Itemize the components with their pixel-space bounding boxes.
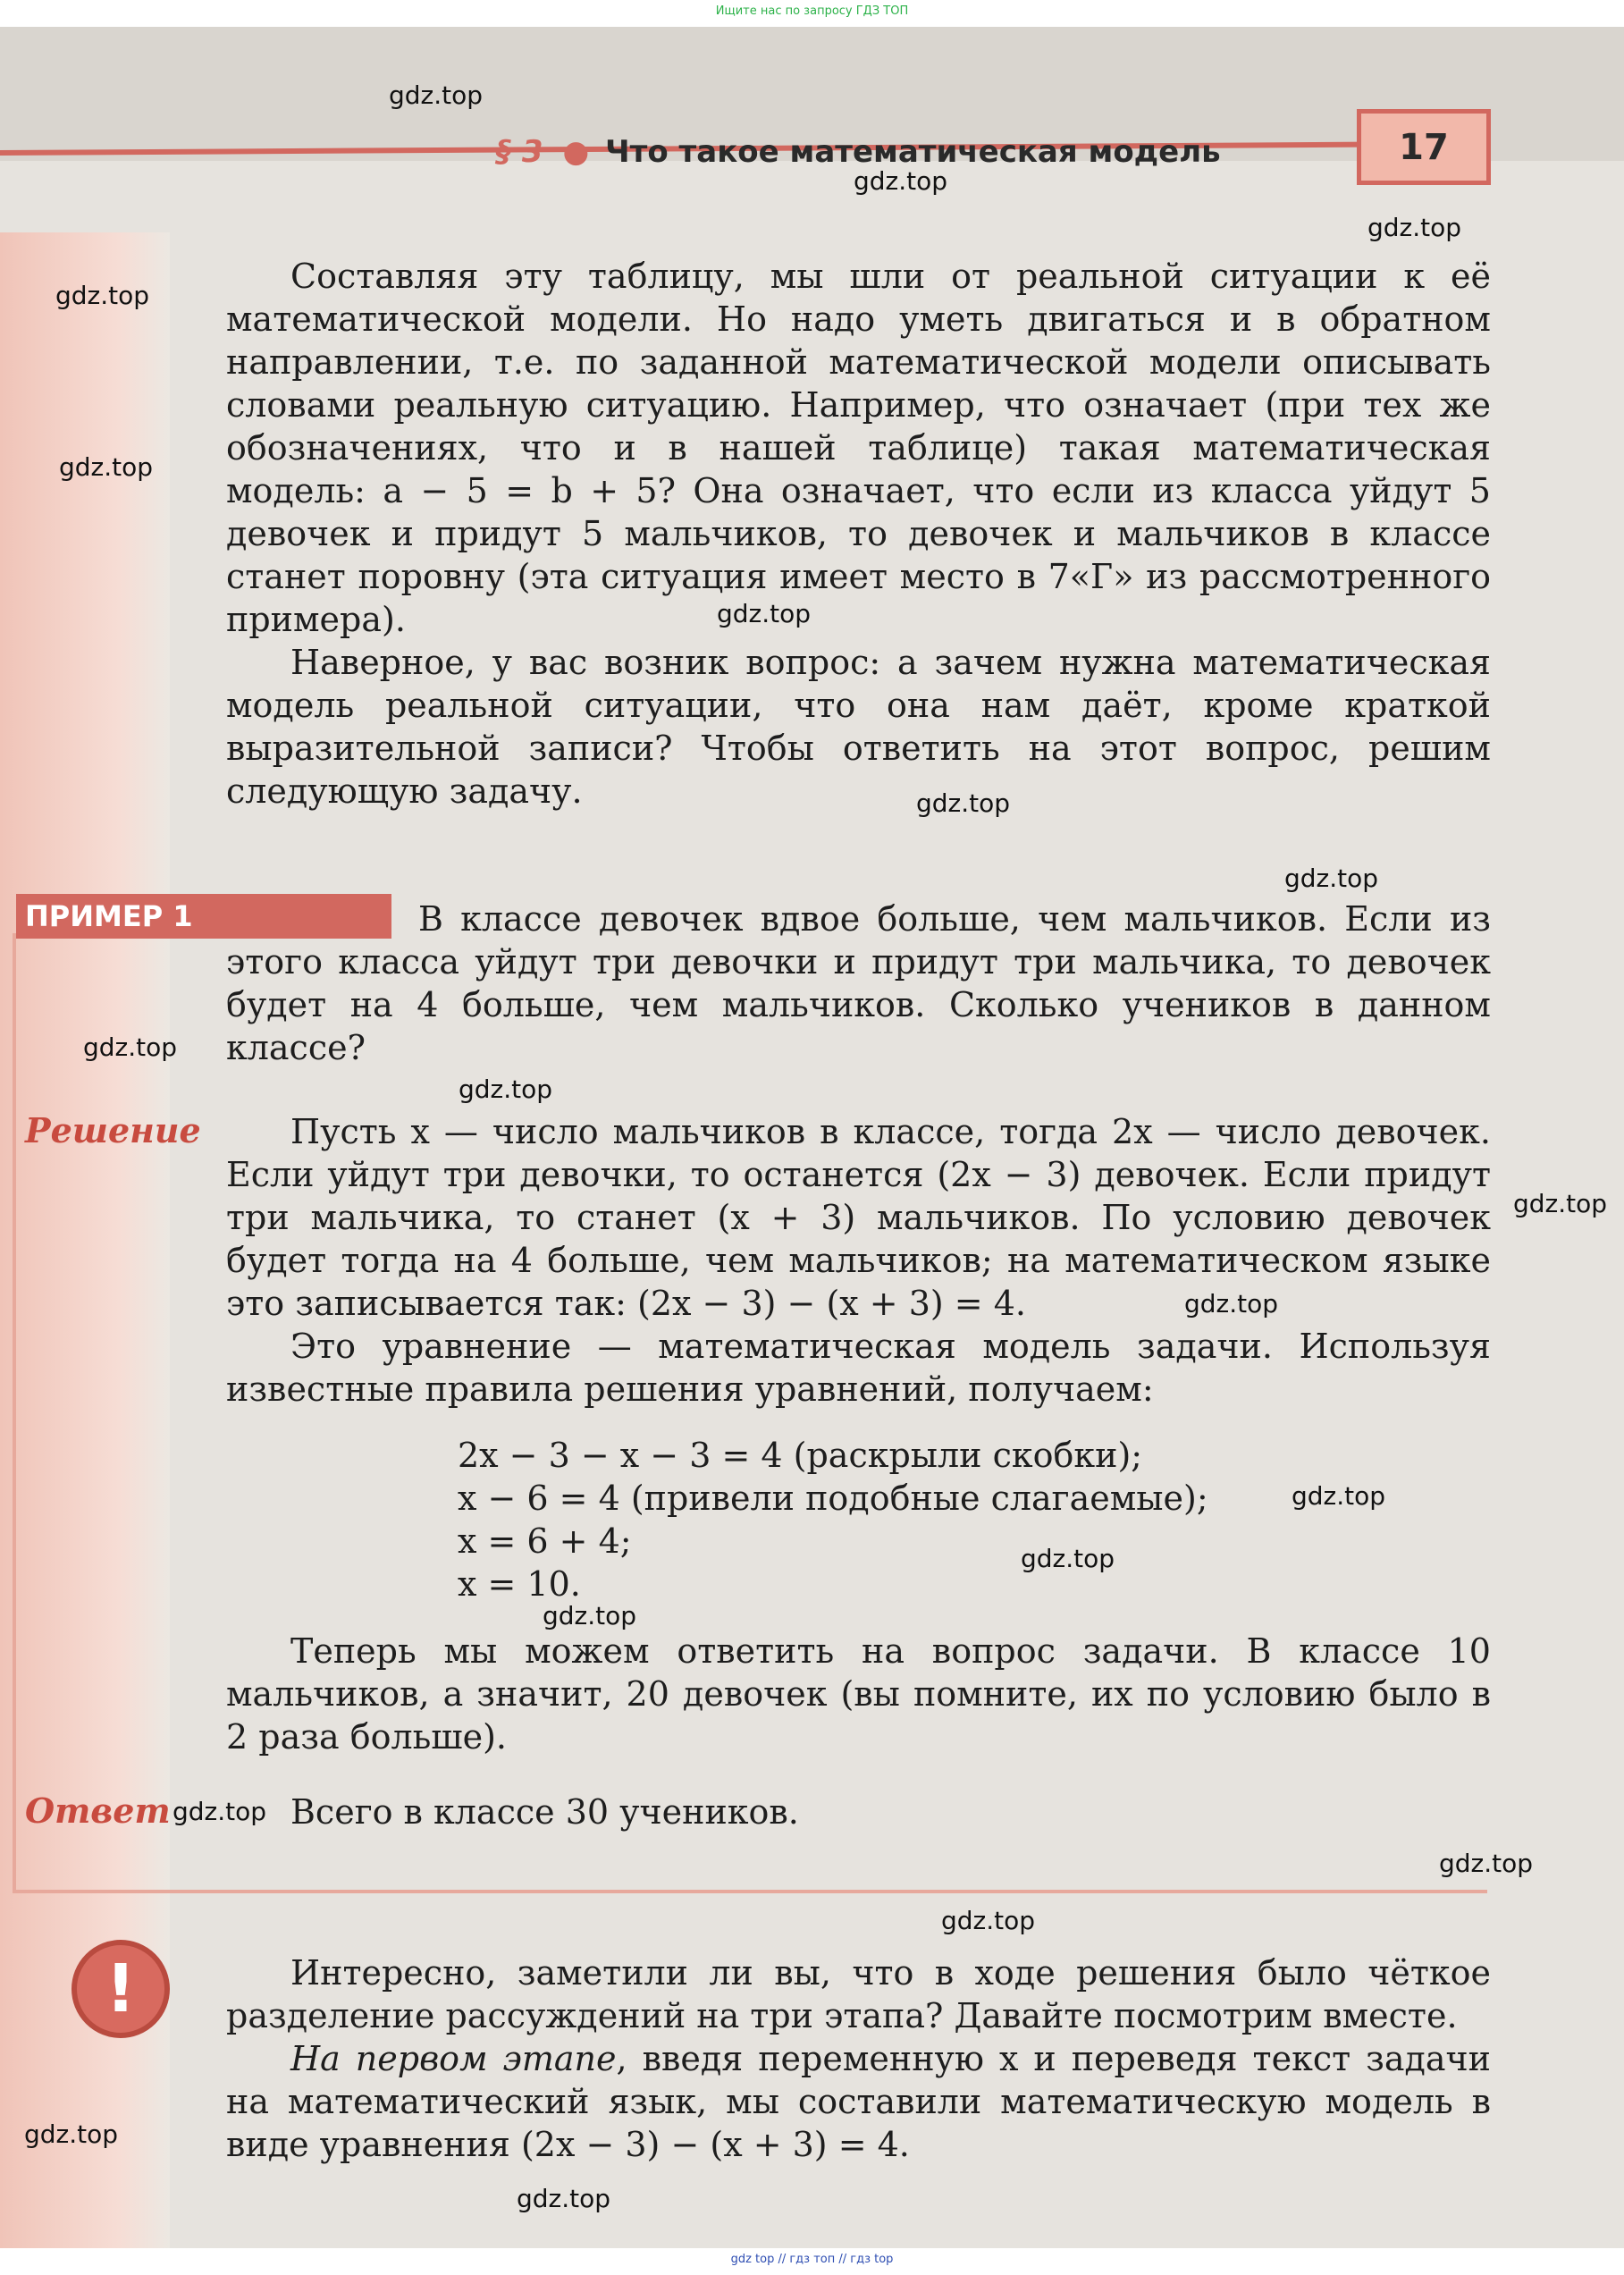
watermark: gdz.top <box>1021 1544 1115 1573</box>
equation-3: x = 6 + 4; <box>458 1521 632 1561</box>
watermark: gdz.top <box>83 1032 178 1062</box>
section-header <box>496 134 1221 170</box>
watermark: gdz.top <box>1439 1849 1534 1878</box>
answer-text: Всего в классе 30 учеников. <box>290 1792 799 1832</box>
top-search-note: Ищите нас по запросу ГДЗ ТОП <box>715 4 909 18</box>
watermark: gdz.top <box>941 1906 1036 1935</box>
watermark: gdz.top <box>1184 1289 1279 1319</box>
equation-1: 2x − 3 − x − 3 = 4 (раскрыли скобки); <box>458 1436 1143 1475</box>
section-title: Что такое математическая модель <box>605 134 1221 170</box>
watermark: gdz.top <box>717 599 812 628</box>
watermark: gdz.top <box>1292 1481 1386 1511</box>
section-number: § 3 <box>496 134 543 170</box>
watermark: gdz.top <box>59 452 154 482</box>
watermark: gdz.top <box>854 166 948 196</box>
answer-label: Ответ <box>25 1791 171 1831</box>
watermark: gdz.top <box>1284 864 1379 893</box>
conclusion-text: Теперь мы можем ответить на вопрос задачи. В классе 10 мальчиков, а значит, 20 девочек (вы помните, их по условию было в 2 раза больше). <box>226 1631 1491 1757</box>
paragraph-2: Наверное, у вас возник вопрос: а зачем нужна математическая модель реальной ситуации, что она нам даёт, кроме краткой выразительной записи? Чтобы ответить на этот вопрос, решим следующую задачу. <box>226 643 1491 811</box>
paragraph-1: Составляя эту таблицу, мы шли от реальной ситуации к её математической модели. Но надо уметь двигаться и в обратном направлении, т.е. по заданной математической модели описывать словами реальную ситуацию. Например, что означает (при тех же обозначениях, что и в нашей таблице) такая математическая модель: a − 5 = b + 5? Она означает, что если из класса уйдут 5 девочек и придут 5 мальчиков, то девочек и мальчиков в классе станет поровну (эта ситуация имеет место в 7«Г» из рассмотренного примера). <box>226 257 1491 639</box>
watermark: gdz.top <box>1513 1189 1608 1218</box>
exclamation-icon: ! <box>72 1940 170 2038</box>
watermark: gdz.top <box>172 1797 267 1826</box>
page-number: 17 <box>1357 109 1491 185</box>
note-paragraph-1: Интересно, заметили ли вы, что в ходе решения было чёткое разделение рассуждений на три этапа? Давайте посмотрим вместе. <box>226 1953 1491 2035</box>
bottom-note: gdz top // гдз топ // гдз top <box>730 2253 894 2266</box>
watermark: gdz.top <box>389 80 484 110</box>
watermark: gdz.top <box>916 788 1011 818</box>
example-problem: В классе девочек вдвое больше, чем мальчиков. Если из этого класса уйдут три девочки и придут три мальчика, то девочек будет на 4 больше, чем мальчиков. Сколько учеников в данном классе? <box>226 899 1491 1067</box>
note-paragraph-2: На первом этапе, введя переменную x и переведя текст задачи на математический язык, мы составили математическую модель в виде уравнения (2x − 3) − (x + 3) = 4. <box>226 2039 1491 2164</box>
watermark: gdz.top <box>459 1074 553 1104</box>
watermark: gdz.top <box>55 281 150 310</box>
stage-emphasis: На первом этапе <box>290 2039 617 2078</box>
watermark: gdz.top <box>543 1601 637 1630</box>
watermark: gdz.top <box>24 2119 119 2149</box>
solution-text: Пусть x — число мальчиков в классе, тогда 2x — число девочек. Если уйдут три девочки, то останется (2x − 3) девочек. Если придут три мальчика, то станет (x + 3) мальчиков. По условию девочек будет тогда на 4 больше, чем мальчиков; на математическом языке это записывается так: (2x − 3) − (x + 3) = 4. <box>226 1112 1491 1323</box>
bullet-icon: ● <box>562 134 590 170</box>
example-tag: ПРИМЕР 1 <box>16 894 391 939</box>
solution-label: Решение <box>25 1110 201 1150</box>
watermark: gdz.top <box>517 2184 611 2213</box>
watermark: gdz.top <box>1367 213 1462 242</box>
equation-2: x − 6 = 4 (привели подобные слагаемые); <box>458 1479 1208 1518</box>
equation-4: x = 10. <box>458 1564 581 1604</box>
model-text: Это уравнение — математическая модель задачи. Используя известные правила решения уравнений, получаем: <box>226 1327 1491 1409</box>
